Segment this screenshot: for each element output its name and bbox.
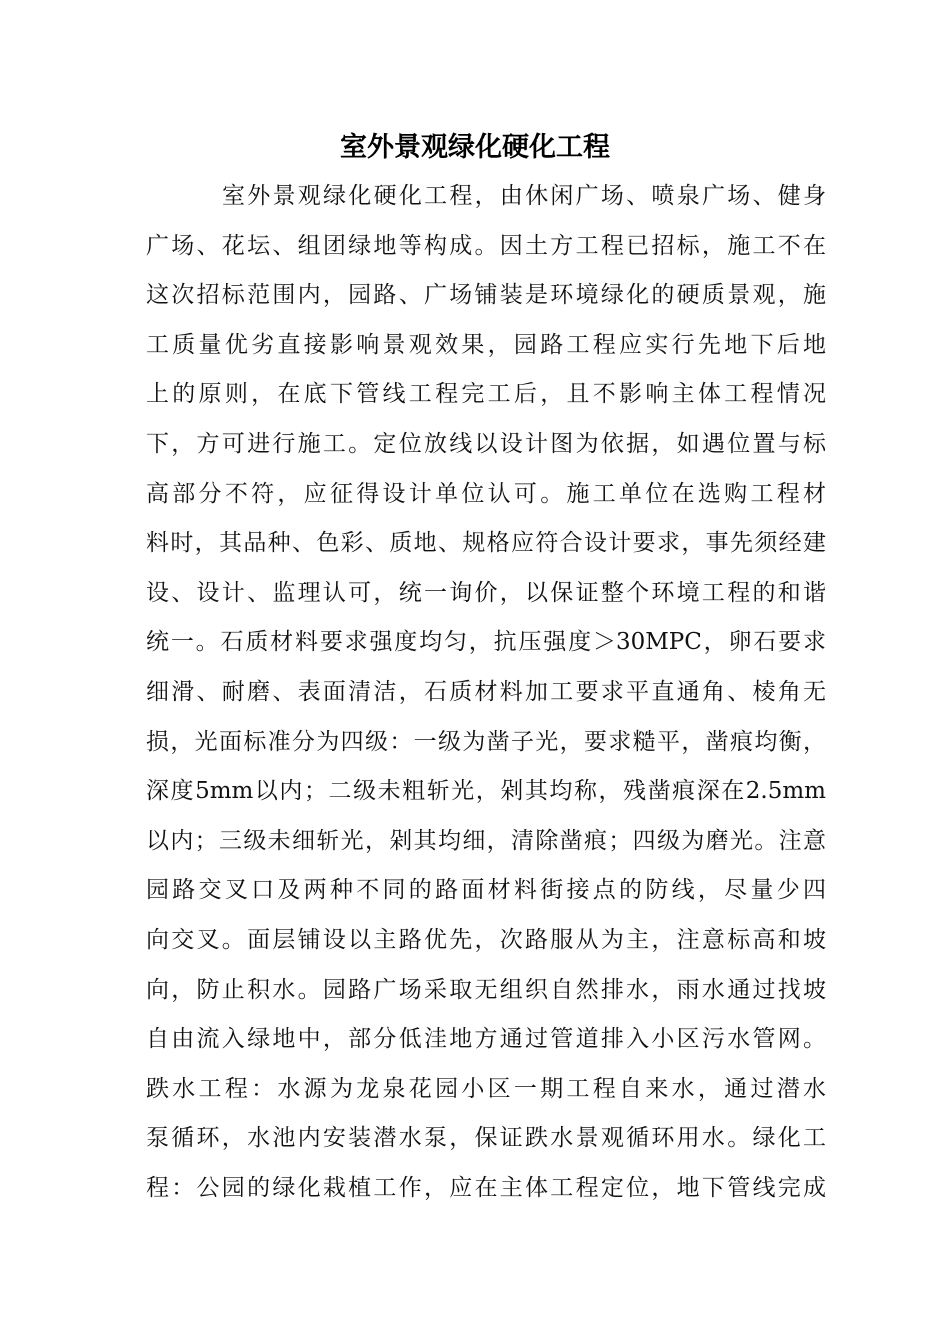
paragraph-line: 向，防止积水。园路广场采取无组织自然排水，雨水通过找坡 xyxy=(146,976,826,1003)
paragraph-line: 跌水工程：水源为龙泉花园小区一期工程自来水，通过潜水 xyxy=(146,1075,826,1102)
paragraph-line: 料时，其品种、色彩、质地、规格应符合设计要求，事先须经建 xyxy=(146,530,826,557)
paragraph-line: 细滑、耐磨、表面清洁，石质材料加工要求平直通角、棱角无 xyxy=(146,678,826,705)
paragraph-line: 程：公园的绿化栽植工作，应在主体工程定位，地下管线完成 xyxy=(146,1174,826,1201)
paragraph-line: 室外景观绿化硬化工程，由休闲广场、喷泉广场、健身 xyxy=(222,183,826,209)
paragraph-line: 园路交叉口及两种不同的路面材料街接点的防线，尽量少四 xyxy=(146,877,826,904)
paragraph-line: 自由流入绿地中，部分低洼地方通过管道排入小区污水管网。 xyxy=(146,1026,826,1053)
document-body xyxy=(146,172,826,1213)
paragraph-line: 以内；三级未细斩光，剁其均细，清除凿痕；四级为磨光。注意 xyxy=(146,827,826,854)
paragraph-line: 广场、花坛、组团绿地等构成。因土方工程已招标，施工不在 xyxy=(146,232,826,259)
paragraph-line: 工质量优劣直接影响景观效果，园路工程应实行先地下后地 xyxy=(146,331,826,358)
paragraph-line: 向交叉。面层铺设以主路优先，次路服从为主，注意标高和坡 xyxy=(146,926,826,953)
paragraph-line: 上的原则，在底下管线工程完工后，且不影响主体工程情况 xyxy=(146,381,826,408)
paragraph-line: 深度5mm以内；二级未粗斩光，剁其均称，残凿痕深在2.5mm xyxy=(146,778,826,805)
paragraph-line: 损，光面标准分为四级：一级为凿子光，要求糙平，凿痕均衡， xyxy=(146,728,826,755)
document-title: 室外景观绿化硬化工程 xyxy=(340,132,610,163)
paragraph-line: 统一。石质材料要求强度均匀，抗压强度＞30MPC，卵石要求 xyxy=(146,629,826,656)
paragraph-line: 高部分不符，应征得设计单位认可。施工单位在选购工程材 xyxy=(146,480,826,507)
paragraph-line: 设、设计、监理认可，统一询价，以保证整个环境工程的和谐 xyxy=(146,579,826,606)
paragraph-line: 泵循环，水池内安装潜水泵，保证跌水景观循环用水。绿化工 xyxy=(146,1125,826,1152)
paragraph-line: 下，方可进行施工。定位放线以设计图为依据，如遇位置与标 xyxy=(146,430,826,457)
paragraph-line: 这次招标范围内，园路、广场铺装是环境绿化的硬质景观，施 xyxy=(146,282,826,309)
